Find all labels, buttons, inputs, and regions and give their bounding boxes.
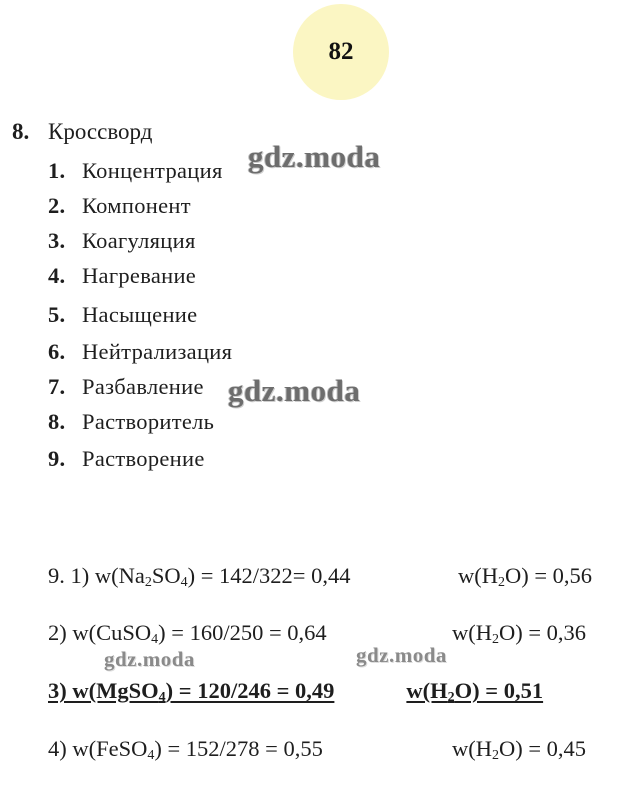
list-item: 8. Растворитель: [48, 409, 215, 434]
list-item: 7. Разбавление: [48, 374, 204, 399]
list-item: 1. Концентрация: [48, 158, 223, 183]
watermark: gdz.moda: [228, 373, 361, 408]
water-fraction-2: $w(H_2O) = 0,36$: [452, 620, 587, 647]
equation-line-1: 9. 1) $w(Na_2SO_4) = 142/322= 0,44$: [48, 563, 351, 590]
equation-line-2: 2) w(CuSO$_4$) = 160/250 = 0,64: [48, 620, 327, 647]
list-item: 2. Компонент: [48, 193, 191, 218]
list-item: 6. Нейтрализация: [48, 339, 233, 364]
watermark: gdz.moda: [104, 647, 195, 671]
task-8-number: 8.: [12, 119, 30, 144]
list-item: 5. Насыщение: [48, 302, 198, 327]
list-item: 3. Коагуляция: [48, 228, 196, 253]
watermark: gdz.moda: [248, 139, 381, 174]
water-fraction-4: $w(H_2O) = 0,45$: [452, 736, 587, 763]
equation-line-4: 4) w(FeSO$_4$) = 152/278 = 0,55: [48, 736, 323, 763]
water-fraction-1: $w(H_2O) = 0,56$: [458, 563, 593, 590]
page-number-badge: 82: [293, 4, 389, 100]
watermark: gdz.moda: [356, 643, 447, 667]
equation-line-3: 3) w(MgSO$_4$) = 120/246 = 0,49 $w(H_2O) = 0,51$: [48, 678, 544, 705]
list-item: 4. Нагревание: [48, 263, 197, 288]
water-fraction-3: $w(H_2O) = 0,51$: [406, 678, 544, 705]
task-8-heading: [12, 119, 152, 145]
list-item: 9. Растворение: [48, 446, 205, 471]
task-8-title: Кроссворд: [48, 119, 153, 144]
